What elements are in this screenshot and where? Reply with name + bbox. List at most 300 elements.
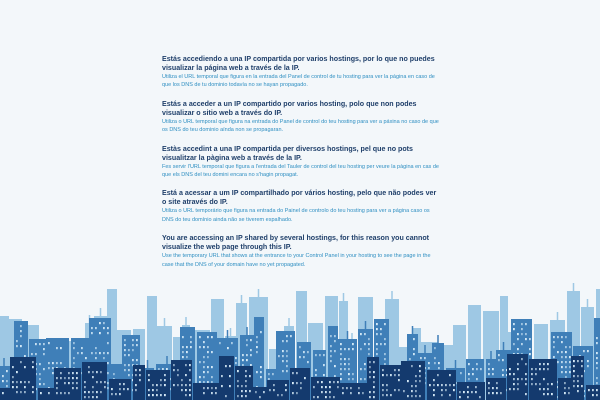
- building-window: [592, 394, 594, 396]
- building-window: [185, 389, 187, 391]
- building-window: [373, 376, 375, 378]
- building-window: [245, 395, 247, 397]
- building-window: [107, 327, 109, 329]
- building-window: [100, 391, 102, 393]
- building-window: [521, 328, 523, 330]
- building-window: [189, 379, 191, 381]
- building-window: [382, 394, 384, 396]
- building-window: [56, 377, 58, 379]
- building-window: [348, 358, 350, 360]
- building-window: [189, 389, 191, 391]
- building-window: [543, 393, 545, 395]
- building-window: [398, 379, 400, 381]
- building-window: [181, 389, 183, 391]
- building-window: [136, 339, 138, 341]
- building-window: [103, 357, 105, 359]
- building-window: [24, 366, 26, 368]
- building-window: [207, 371, 209, 373]
- building-window: [190, 346, 192, 348]
- building-window: [337, 386, 339, 388]
- building-antenna: [258, 289, 260, 297]
- building-window: [235, 362, 237, 364]
- building-window: [203, 361, 205, 363]
- building-window: [164, 379, 166, 381]
- building-window: [104, 386, 106, 388]
- building-window: [529, 348, 531, 350]
- building-window: [467, 396, 469, 398]
- building-window: [203, 346, 205, 348]
- building-window: [547, 388, 549, 390]
- building-window: [513, 373, 515, 375]
- building-window: [424, 357, 426, 359]
- building-window: [364, 343, 366, 345]
- building-window: [577, 375, 579, 377]
- message-text: Utiliza o URL temporário que figura na entrada do Painel de controlo do teu hosting para ver a página caso os DNS do teu domínio ainda não se tiverem espalhado.: [162, 208, 430, 223]
- building-window: [317, 396, 319, 398]
- building-window: [543, 363, 545, 365]
- building-window: [467, 391, 469, 393]
- building-window: [513, 383, 515, 385]
- building-window: [242, 354, 244, 356]
- building-window: [277, 394, 279, 396]
- building-window: [282, 340, 284, 342]
- building-window: [334, 350, 336, 352]
- building-window: [496, 387, 498, 389]
- building-window: [68, 392, 70, 394]
- building-window: [250, 354, 252, 356]
- building-window: [581, 365, 583, 367]
- building-window: [415, 375, 417, 377]
- building-window: [535, 368, 537, 370]
- building-window: [376, 348, 378, 350]
- building: [219, 356, 234, 400]
- building: [507, 354, 528, 400]
- building-window: [48, 367, 50, 369]
- building-window: [583, 350, 585, 352]
- building-window: [525, 333, 527, 335]
- message-title: Estàs accedint a una IP compartida per diversos hostings, pel que no pots visualitzar la pàgina web a través de la IP.: [162, 144, 413, 162]
- building-window: [573, 375, 575, 377]
- building-window: [428, 362, 430, 364]
- building-antenna: [490, 351, 492, 359]
- building-antenna: [100, 308, 102, 316]
- building-window: [386, 389, 388, 391]
- building-window: [419, 370, 421, 372]
- building-window: [6, 385, 8, 387]
- building-window: [56, 347, 58, 349]
- building-window: [73, 342, 75, 344]
- building-window: [369, 371, 371, 373]
- building-window: [437, 384, 439, 386]
- building-window: [330, 345, 332, 347]
- building-window: [285, 389, 287, 391]
- building-window: [20, 361, 22, 363]
- building-window: [539, 383, 541, 385]
- building-window: [333, 381, 335, 383]
- building-window: [319, 354, 321, 356]
- building-window: [340, 363, 342, 365]
- building-window: [32, 386, 34, 388]
- building-window: [173, 364, 175, 366]
- building-window: [521, 333, 523, 335]
- building-window: [189, 364, 191, 366]
- building-window: [229, 365, 231, 367]
- building-window: [348, 348, 350, 350]
- building-window: [132, 359, 134, 361]
- building-window: [81, 347, 83, 349]
- building-window: [100, 371, 102, 373]
- building-window: [88, 371, 90, 373]
- building-window: [348, 363, 350, 365]
- building-window: [286, 365, 288, 367]
- building-antenna: [412, 326, 414, 334]
- building-window: [199, 381, 201, 383]
- building-window: [551, 393, 553, 395]
- building-window: [12, 386, 14, 388]
- building-window: [333, 396, 335, 398]
- message-catalan: [162, 145, 442, 180]
- building-window: [596, 389, 598, 391]
- building-window: [350, 387, 352, 389]
- building-window: [334, 340, 336, 342]
- building-window: [344, 368, 346, 370]
- building-window: [164, 374, 166, 376]
- building-window: [76, 387, 78, 389]
- building-window: [596, 342, 598, 344]
- building-window: [380, 333, 382, 335]
- building-window: [581, 385, 583, 387]
- building-window: [246, 359, 248, 361]
- building-window: [186, 346, 188, 348]
- building-window: [568, 387, 570, 389]
- building-window: [407, 395, 409, 397]
- building-window: [329, 391, 331, 393]
- building-window: [573, 385, 575, 387]
- building-window: [561, 336, 563, 338]
- building-antenna: [185, 317, 187, 325]
- building: [367, 357, 379, 400]
- building-window: [329, 396, 331, 398]
- building-window: [245, 370, 247, 372]
- building-window: [382, 374, 384, 376]
- building-window: [413, 338, 415, 340]
- building-window: [369, 376, 371, 378]
- building-window: [136, 359, 138, 361]
- building-window: [360, 348, 362, 350]
- building-window: [95, 357, 97, 359]
- building-window: [369, 396, 371, 398]
- building-window: [557, 361, 559, 363]
- building-window: [569, 371, 571, 373]
- building-window: [441, 384, 443, 386]
- building-window: [547, 368, 549, 370]
- building-window: [373, 361, 375, 363]
- building-window: [415, 395, 417, 397]
- building-window: [419, 395, 421, 397]
- building-window: [386, 384, 388, 386]
- building-window: [286, 370, 288, 372]
- building-window: [96, 396, 98, 398]
- building-window: [467, 386, 469, 388]
- building-window: [390, 394, 392, 396]
- building-window: [185, 384, 187, 386]
- building-window: [488, 363, 490, 365]
- building-window: [95, 352, 97, 354]
- building-window: [596, 362, 598, 364]
- building-window: [182, 356, 184, 358]
- building-window: [596, 352, 598, 354]
- building-window: [409, 358, 411, 360]
- building-window: [577, 380, 579, 382]
- building-window: [553, 336, 555, 338]
- building-window: [73, 347, 75, 349]
- building-window: [16, 381, 18, 383]
- building-window: [211, 392, 213, 394]
- building-window: [373, 371, 375, 373]
- building-window: [91, 327, 93, 329]
- building-window: [242, 359, 244, 361]
- building-antenna: [365, 321, 367, 329]
- city-skyline-illustration: [0, 275, 600, 400]
- building-window: [476, 363, 478, 365]
- building-window: [403, 390, 405, 392]
- building-window: [249, 390, 251, 392]
- building-window: [246, 354, 248, 356]
- building-window: [329, 381, 331, 383]
- building-window: [459, 396, 461, 398]
- building-window: [373, 396, 375, 398]
- message-title: Estás accediendo a una IP compartida por varios hostings, por lo que no puedes visualizar la página web a través de la IP.: [162, 55, 435, 72]
- building-window: [334, 375, 336, 377]
- building-window: [20, 391, 22, 393]
- building-window: [250, 364, 252, 366]
- building-window: [360, 333, 362, 335]
- building-window: [460, 372, 462, 374]
- message-text: Fes servir l'URL temporal que figura a l'entrada del Tauler de control del teu hosting per veure la pàgina en cas de que els DNS del teu domini encara no s'hagin propagat.: [162, 163, 439, 179]
- building-window: [84, 386, 86, 388]
- building-window: [449, 374, 451, 376]
- building-window: [561, 361, 563, 363]
- building-window: [517, 333, 519, 335]
- building-window: [221, 385, 223, 387]
- building-window: [472, 373, 474, 375]
- building-window: [488, 382, 490, 384]
- building-window: [139, 379, 141, 381]
- building-window: [286, 355, 288, 357]
- building-window: [344, 348, 346, 350]
- building-antenna: [343, 293, 345, 301]
- building-window: [219, 342, 221, 344]
- building-window: [303, 356, 305, 358]
- building-window: [565, 336, 567, 338]
- building-window: [565, 351, 567, 353]
- building-window: [237, 385, 239, 387]
- building-window: [517, 368, 519, 370]
- building-window: [565, 361, 567, 363]
- building-window: [325, 386, 327, 388]
- building-window: [148, 374, 150, 376]
- building-window: [124, 349, 126, 351]
- message-english: [162, 234, 442, 269]
- building-window: [438, 367, 440, 369]
- building-window: [139, 369, 141, 371]
- building-window: [344, 358, 346, 360]
- building-window: [72, 372, 74, 374]
- building-window: [76, 377, 78, 379]
- building-window: [32, 361, 34, 363]
- building-window: [428, 367, 430, 369]
- building-window: [517, 383, 519, 385]
- building-window: [419, 365, 421, 367]
- building-window: [135, 369, 137, 371]
- building-window: [352, 378, 354, 380]
- building-window: [2, 392, 4, 394]
- building-window: [24, 391, 26, 393]
- building-window: [91, 332, 93, 334]
- message-galician: [162, 100, 442, 135]
- building-antenna: [147, 360, 149, 368]
- building-window: [60, 392, 62, 394]
- building-window: [596, 377, 598, 379]
- building-window: [124, 354, 126, 356]
- building-window: [488, 392, 490, 394]
- building-window: [299, 346, 301, 348]
- building-window: [255, 391, 257, 393]
- message-text: Utiliza el URL temporal que figura en la entrada del Panel de control de tu hosting para ver la página en caso de que los DNS de tu dominio todavía no se hayan propagado.: [162, 74, 435, 89]
- building-window: [20, 381, 22, 383]
- building-window: [330, 355, 332, 357]
- building-window: [382, 369, 384, 371]
- building-window: [100, 381, 102, 383]
- building-window: [207, 346, 209, 348]
- building-window: [85, 357, 87, 359]
- building: [10, 357, 36, 400]
- building-window: [68, 377, 70, 379]
- building-window: [517, 378, 519, 380]
- building-window: [449, 394, 451, 396]
- building-window: [246, 344, 248, 346]
- building-window: [342, 387, 344, 389]
- building-window: [68, 382, 70, 384]
- building-window: [72, 387, 74, 389]
- building-window: [268, 378, 270, 380]
- building-antenna: [246, 327, 248, 335]
- building-window: [475, 386, 477, 388]
- building-window: [340, 373, 342, 375]
- building-window: [498, 359, 500, 361]
- building-window: [364, 368, 366, 370]
- building-window: [64, 382, 66, 384]
- building-window: [330, 335, 332, 337]
- building-window: [492, 387, 494, 389]
- building-window: [445, 384, 447, 386]
- building-window: [573, 380, 575, 382]
- building-window: [203, 371, 205, 373]
- building-window: [433, 384, 435, 386]
- building-window: [299, 356, 301, 358]
- building-window: [303, 351, 305, 353]
- building-window: [323, 374, 325, 376]
- building-window: [368, 338, 370, 340]
- building-window: [281, 394, 283, 396]
- building-window: [380, 343, 382, 345]
- building-window: [334, 335, 336, 337]
- building-window: [96, 371, 98, 373]
- building-window: [476, 368, 478, 370]
- building-window: [39, 343, 41, 345]
- building-window: [565, 376, 567, 378]
- building-window: [304, 377, 306, 379]
- building-window: [225, 395, 227, 397]
- building-antenna: [166, 356, 168, 364]
- building-window: [479, 396, 481, 398]
- building-window: [272, 373, 274, 375]
- building-window: [119, 383, 121, 385]
- building-window: [92, 396, 94, 398]
- building-window: [237, 380, 239, 382]
- building-window: [411, 395, 413, 397]
- building-window: [186, 351, 188, 353]
- building-window: [237, 370, 239, 372]
- building-window: [513, 378, 515, 380]
- building-window: [203, 366, 205, 368]
- building-window: [76, 382, 78, 384]
- building-window: [152, 389, 154, 391]
- building-window: [543, 368, 545, 370]
- building-window: [525, 323, 527, 325]
- building-window: [596, 357, 598, 359]
- building-window: [531, 373, 533, 375]
- building-window: [189, 394, 191, 396]
- building-window: [164, 384, 166, 386]
- building-window: [539, 388, 541, 390]
- building-window: [565, 356, 567, 358]
- building-window: [420, 357, 422, 359]
- building-window: [290, 335, 292, 337]
- building-window: [286, 350, 288, 352]
- building-window: [156, 394, 158, 396]
- building-window: [547, 363, 549, 365]
- building-window: [245, 375, 247, 377]
- building-window: [569, 366, 571, 368]
- building-window: [517, 388, 519, 390]
- building-window: [296, 372, 298, 374]
- building-window: [348, 368, 350, 370]
- building-window: [344, 363, 346, 365]
- building-window: [73, 362, 75, 364]
- building-window: [2, 380, 4, 382]
- building-window: [292, 382, 294, 384]
- building-window: [235, 357, 237, 359]
- building-window: [561, 366, 563, 368]
- building-window: [92, 371, 94, 373]
- building-window: [107, 332, 109, 334]
- building-window: [376, 333, 378, 335]
- building-window: [245, 390, 247, 392]
- building-window: [384, 323, 386, 325]
- building-window: [434, 357, 436, 359]
- building-window: [207, 336, 209, 338]
- building-window: [346, 387, 348, 389]
- building-antenna: [455, 360, 457, 368]
- building-window: [492, 373, 494, 375]
- building-antenna: [587, 299, 589, 307]
- building-window: [173, 369, 175, 371]
- building-window: [581, 360, 583, 362]
- building-window: [203, 381, 205, 383]
- building-antenna: [227, 330, 229, 338]
- building-window: [166, 368, 168, 370]
